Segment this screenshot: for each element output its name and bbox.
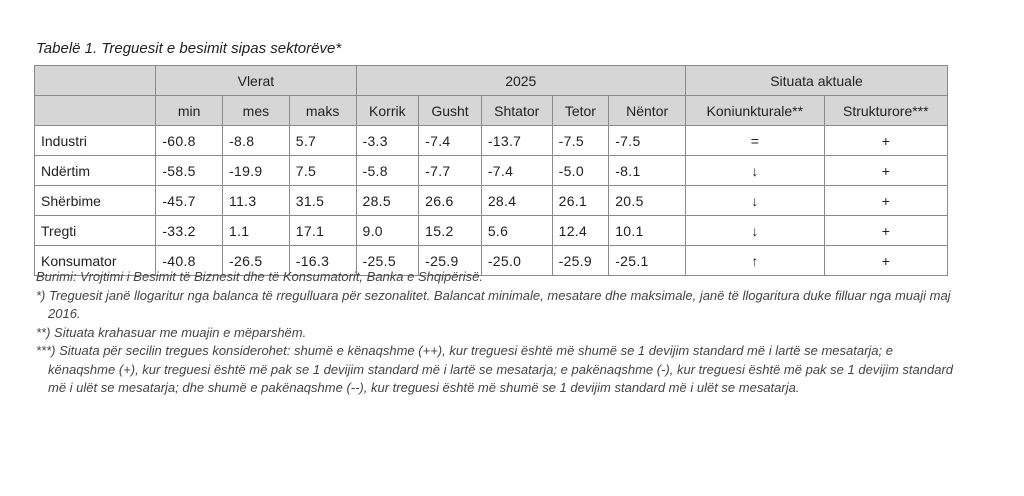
column-header: [35, 96, 156, 126]
value-cell: -25.1: [609, 246, 686, 276]
value-cell: -25.5: [356, 246, 419, 276]
value-cell: -7.5: [609, 126, 686, 156]
table-title: Tabelë 1. Treguesit e besimit sipas sektorëve*: [36, 40, 342, 57]
footnote-2: **) Situata krahasuar me muajin e mëparshëm.: [36, 324, 307, 340]
value-cell: -33.2: [156, 216, 223, 246]
value-cell: -8.1: [609, 156, 686, 186]
situation-cell: +: [824, 126, 947, 156]
column-header: Gusht: [419, 96, 482, 126]
situation-cell: +: [824, 156, 947, 186]
value-cell: -7.4: [419, 126, 482, 156]
value-cell: 9.0: [356, 216, 419, 246]
column-header: Shtator: [481, 96, 552, 126]
value-cell: -7.7: [419, 156, 482, 186]
value-cell: -25.9: [419, 246, 482, 276]
table-row: [35, 216, 948, 246]
value-cell: -25.9: [552, 246, 609, 276]
value-cell: -19.9: [223, 156, 290, 186]
value-cell: 17.1: [289, 216, 356, 246]
value-cell: -16.3: [289, 246, 356, 276]
situation-cell: +: [824, 216, 947, 246]
value-cell: -7.5: [552, 126, 609, 156]
situation-cell: ↓: [686, 186, 825, 216]
footnote-1: *) Treguesit janë llogaritur nga balanca të rregulluara për sezonalitet. Balancat minimale, mesatare dhe maksimale, janë të llogaritura duke filluar nga muaji maj 2016.: [36, 287, 951, 321]
value-cell: 28.5: [356, 186, 419, 216]
value-cell: -8.8: [223, 126, 290, 156]
situation-cell: ↑: [686, 246, 825, 276]
value-cell: -25.0: [481, 246, 552, 276]
group-header-row: [35, 66, 948, 96]
row-label: Konsumator: [35, 246, 156, 276]
row-label: Tregti: [35, 216, 156, 246]
situation-cell: ↓: [686, 156, 825, 186]
value-cell: -60.8: [156, 126, 223, 156]
column-header: Strukturore***: [824, 96, 947, 126]
value-cell: 20.5: [609, 186, 686, 216]
sub-header-row: [35, 96, 948, 126]
column-header: Nëntor: [609, 96, 686, 126]
column-header: maks: [289, 96, 356, 126]
column-header: min: [156, 96, 223, 126]
value-cell: 28.4: [481, 186, 552, 216]
table-row: [35, 126, 948, 156]
group-header-vlerat: Vlerat: [156, 66, 356, 96]
value-cell: -7.4: [481, 156, 552, 186]
value-cell: -58.5: [156, 156, 223, 186]
value-cell: -5.0: [552, 156, 609, 186]
value-cell: 26.6: [419, 186, 482, 216]
source-note: Burimi: Vrojtimi i Besimit të Biznesit dhe të Konsumatorit, Banka e Shqipërisë.: [36, 269, 484, 284]
value-cell: 5.7: [289, 126, 356, 156]
group-header-situata: Situata aktuale: [686, 66, 948, 96]
value-cell: 12.4: [552, 216, 609, 246]
value-cell: 5.6: [481, 216, 552, 246]
group-header-2025: 2025: [356, 66, 686, 96]
situation-cell: ↓: [686, 216, 825, 246]
situation-cell: +: [824, 246, 947, 276]
footnote-3: ***) Situata për secilin tregues konsiderohet: shumë e kënaqshme (++), kur treguesi është më shumë se 1 devijim standard më i lartë se mesatarja; e kënaqshme (+), kur treguesi është më pak se 1 devijim standard më i lartë se mesatarja; e pakënaqshme (-), kur treguesi është më pak se 1 devijim standard më i ulët se mesatarja; dhe shumë e pakënaqshme (--), kur treguesi është më shumë se 1 devijim standard më i ulët se mesatarja.: [36, 343, 954, 395]
value-cell: 15.2: [419, 216, 482, 246]
value-cell: 11.3: [223, 186, 290, 216]
situation-cell: +: [824, 186, 947, 216]
column-header: mes: [223, 96, 290, 126]
table-row: [35, 156, 948, 186]
notes: [36, 268, 956, 398]
value-cell: -5.8: [356, 156, 419, 186]
column-header: Tetor: [552, 96, 609, 126]
table-row: [35, 186, 948, 216]
value-cell: 10.1: [609, 216, 686, 246]
row-label: Shërbime: [35, 186, 156, 216]
group-header-empty: [35, 66, 156, 96]
row-label: Ndërtim: [35, 156, 156, 186]
value-cell: -40.8: [156, 246, 223, 276]
situation-cell: =: [686, 126, 825, 156]
column-header: Koniunkturale**: [686, 96, 825, 126]
value-cell: -13.7: [481, 126, 552, 156]
value-cell: -3.3: [356, 126, 419, 156]
value-cell: 1.1: [223, 216, 290, 246]
value-cell: -26.5: [223, 246, 290, 276]
table-body: [35, 126, 948, 276]
confidence-indicators-table: [34, 65, 948, 276]
value-cell: 7.5: [289, 156, 356, 186]
value-cell: -45.7: [156, 186, 223, 216]
row-label: Industri: [35, 126, 156, 156]
column-header: Korrik: [356, 96, 419, 126]
value-cell: 26.1: [552, 186, 609, 216]
value-cell: 31.5: [289, 186, 356, 216]
